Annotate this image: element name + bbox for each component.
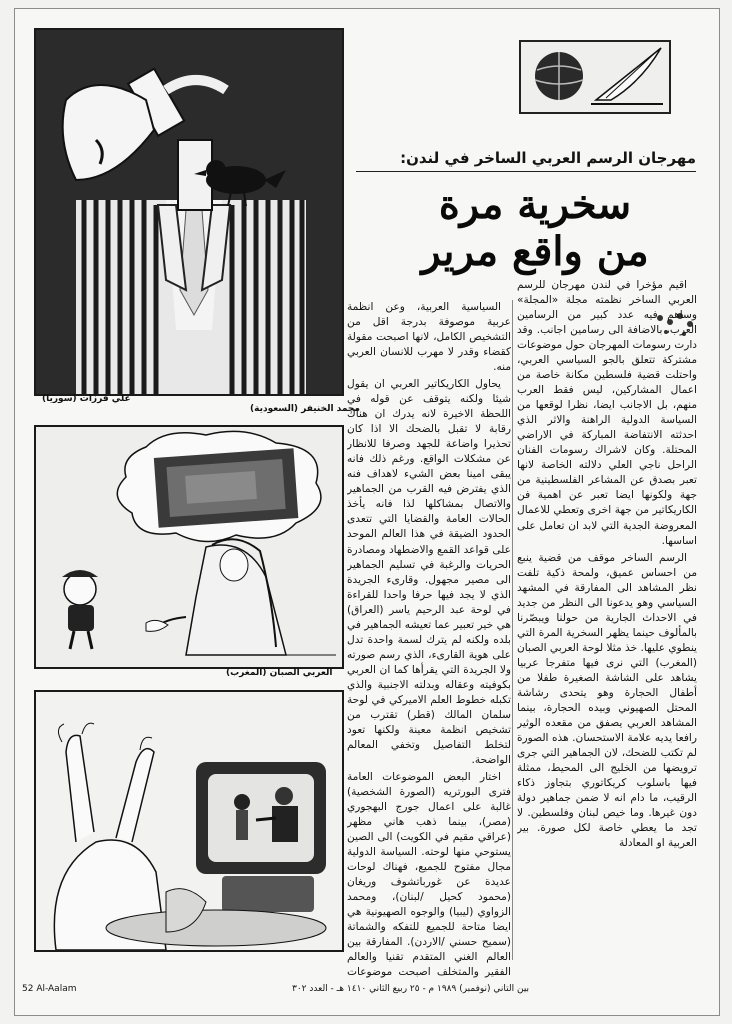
globe-quill-icon [521,42,669,112]
cartoon2-caption: محمد الخنيفر (السعودية) [250,404,360,414]
column-divider [512,300,513,960]
middle-paragraph-1: السياسية العربية، وعن انظمة عربية موصوفة بدرجة اقل من التشخيص الكامل، لانها اصبحت مقولة كقضاء وقدر لا مهرب للانسان العربي منه. [347,301,511,374]
cartoon-tv-viewer-art [36,692,342,950]
middle-paragraph-3: اختار البعض الموضوعات العامة فترى البورتريه (الصورة الشخصية) غالبة على اعمال جورج البهجوري (مصر)، بينما ذهب هاني مظهر (عراقي مقيم في الكويت) الى الصين يستوحي منها لوحته. السياسة الدولية مجال مفتوح للجميع، فهناك لوحات عديدة عن غورباتشوف وريغان (محمود كحيل /لبنان)، ومحمد الزواوي (ليبيا) والوجوه الصهيونية هي ايضا متاحة للجميع للتفكه والشماتة (سميح حسني /الاردن). المفارقة بين العالم الغني المتقدم تقنيا والعالم الفقير والمتخلف اصبحت موضوعات [347,770,511,979]
cartoon-tv-viewer [34,690,344,952]
page-label: 52 Al-Aalam [22,984,77,994]
article-title-line2: من واقع مرير [421,228,649,275]
cartoon3-caption: العربي الصبان (المغرب) [226,668,333,678]
cartoon-dreaming-woman [34,425,344,669]
cartoon-axe-figure-art [36,30,342,394]
right-paragraph-1: اقيم مؤخرا في لندن مهرجان للرسم العربي الساخر نظمته مجلة «المجلة» وساهم فيه عدد كبير من الرسامين العرب، بالاضافة الى رسامين اجانب. وقد دارت رسومات المهرجان حول موضوعات مشتركة تتعلق بالجو السياسي العربي، واحتلت قضية فلسطين مكانة خاصة من اعمال المشاركين، ليس فقط العرب منهم، بل الاجانب ايضا، نظرا لوقعها من السياسة الدولية الراهنة والاثر الذي احدثته الانتفاضة المباركة في الاراضي المحتلة. وكان لاشراك رسومات الفنان الراحل ناجي العلي دلالته الخاصة لانها تعبر بصدق عن المشاعر الفلسطينية من جهة ولكونها ايضا تعبر عن اهمية فن الكاريكاتير من جهة اخرى وتعطي للاعمال المعروضة الجدية التي لابد ان تعامل على اساسها. [517,279,697,547]
article-column-right [517,278,697,978]
cartoon-axe-figure [34,28,344,396]
cartoon1-caption: علي فرزات (سوريا) [42,394,131,404]
article-column-middle [347,300,511,980]
article-kicker: مهرجان الرسم العربي الساخر في لندن: [400,149,696,167]
article-title-line1: سخرية مرة [438,181,632,228]
cartoon-dreaming-woman-art [36,427,342,667]
right-paragraph-2: الرسم الساخر موقف من قضية ينبع من احساس عميق، ولمحة ذكية تلفت نظر المشاهد الى المفارقة في المشهد السياسي وهو يدعونا الى النظر من جديد في الاحداث الجارية من حولنا ويبصّرنا بالمألوف حينما يظهر السخرية المرة التي ينطوي عليها. خذ مثلا لوحة العربي الصبان (المغرب) التي نرى فيها متفرجا عربيا يشاهد على الشاشة الصغيرة طفلا من أطفال الحجارة وهو يتحدى رشاشة المحتل الصهيوني وبيده الحجارة، بينما المشاهد العربي يصفق من مقعده الوثير رافعا يديه علامة الاستحسان. هذه الصورة لم تكتب للضحك، لان الجماهير التي جرى ترويضها من الخليج الى المحيط، ممثلة فيها باسلوب كريكاتوري بتجاوز ذكاء الرقيب، ما دام انه لا ضمن جماهير دولة دون غيرها. وما خيص لبنان وفلسطين. لا تجد ما يعطي خاصة لكل صورة. بير العربية او المعادلة [517,551,697,850]
kicker-rule [356,171,696,172]
issue-line: بين التاني (نوفمبر) ١٩٨٩ م - ٢٥ ربيع الثاني ١٤١٠ هـ - العدد ٣٠٢ [292,984,530,994]
section-logo [519,40,671,114]
middle-paragraph-2: يحاول الكاريكاتير العربي ان يقول شيئا ولكنه يتوقف عن قوله في اللحظة الاخيرة لانه يدرك ان هناك رقابة لا تقبل بالضحك الا اذا كان تحذيرا واضاعة للجهد وصرفا للانظار عن مشكلات الواقع. ورغم ذلك فانه يبقى امينا بعض الشيء لاهداف فنه الذي يفترض فيه القرب من الجماهير والاتصال بمشاكلها لذا فانه يأخذ الحالات العامة والقضايا التي تتعدى الحدود الضيقة في هذا العالم الموحد على قواعد القمع والاضطهاد ومصادرة الحريات والرغبة في تسليم الجماهير الى مصير مجهول. وقارىء الجريدة الذي لا يجد فيها حرفا واحدا للقراءة في لوحة عبد الرحيم ياسر (العراق) هي خير تعبير عما تعيشه الجماهير في بلده ولكنه لم يترك لسمة واحدة تدل على هوية القارىء، الذي رسم صورته ولا الجريدة التي يقرأها كما ان العربي بكوفيته وعقاله وبدلته الاجنبية والذي تكبله خطوط العلم الاميركي في لوحة سلمان المالك (قطر) تقترب من تشخيص انظمة معينة ولكنها تعود لتخلط التفاصيل وتخفي المعالم الواضحة. [347,378,511,766]
